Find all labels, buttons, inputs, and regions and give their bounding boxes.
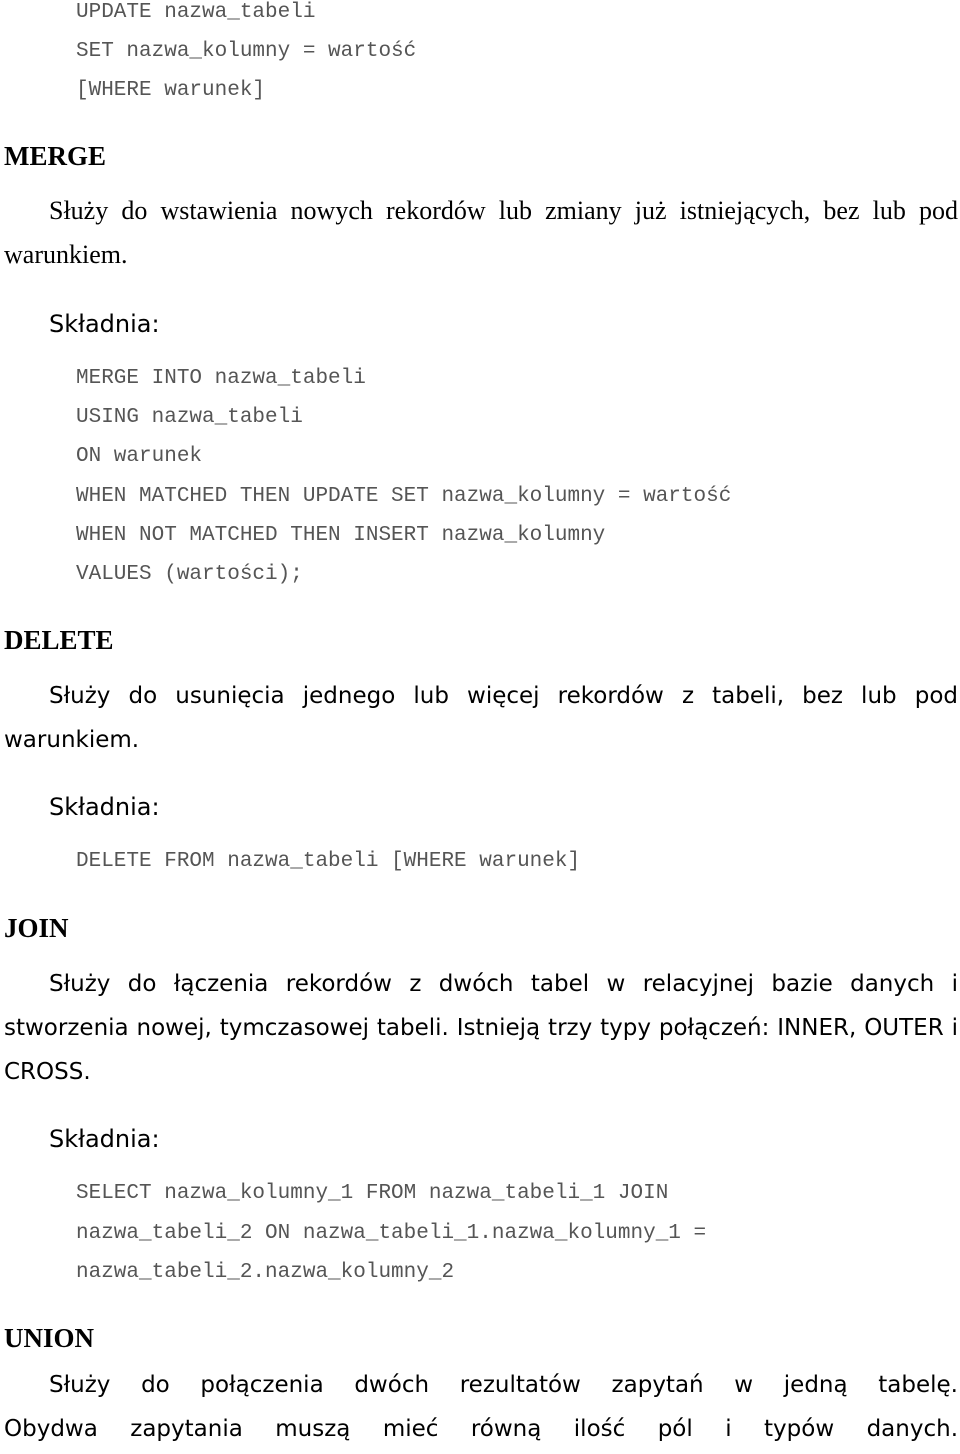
merge-code-line-6: VALUES (wartości); bbox=[76, 563, 303, 586]
union-heading: UNION bbox=[4, 1323, 95, 1353]
merge-heading: MERGE bbox=[4, 141, 107, 171]
update-code-line-3: [WHERE warunek] bbox=[76, 79, 266, 102]
union-description-line-1 bbox=[49, 1372, 958, 1398]
union-description-text-1: Służy do połączenia dwóch rezultatów zapytań w jedną tabelę. bbox=[49, 1372, 958, 1398]
delete-heading: DELETE bbox=[4, 625, 114, 655]
delete-description: Służy do usunięcia jednego lub więcej rekordów z tabeli, bez lub pod warunkiem. bbox=[4, 683, 958, 753]
merge-code-line-4: WHEN MATCHED THEN UPDATE SET nazwa_kolumny = wartość bbox=[76, 485, 732, 508]
merge-code-line-1: MERGE INTO nazwa_tabeli bbox=[76, 367, 366, 390]
union-description-line-2 bbox=[4, 1416, 958, 1442]
merge-code-line-5: WHEN NOT MATCHED THEN INSERT nazwa_kolumny bbox=[76, 524, 606, 547]
update-code-line-1: UPDATE nazwa_tabeli bbox=[76, 1, 316, 24]
join-description: Służy do łączenia rekordów z dwóch tabel w relacyjnej bazie danych i stworzenia nowej, tymczasowej tabeli. Istnieją trzy typy połączeń: INNER, OUTER i CROSS. bbox=[4, 971, 958, 1085]
merge-code-line-2: USING nazwa_tabeli bbox=[76, 406, 303, 429]
join-heading: JOIN bbox=[4, 913, 69, 943]
merge-syntax-label: Składnia: bbox=[49, 310, 160, 338]
join-code-line-3: nazwa_tabeli_2.nazwa_kolumny_2 bbox=[76, 1261, 455, 1284]
merge-description: Służy do wstawienia nowych rekordów lub zmiany już istniejących, bez lub pod warunkiem. bbox=[4, 196, 958, 269]
join-code-line-1: SELECT nazwa_kolumny_1 FROM nazwa_tabeli_1 JOIN bbox=[76, 1182, 669, 1205]
merge-code-line-3: ON warunek bbox=[76, 445, 203, 468]
join-syntax-label: Składnia: bbox=[49, 1125, 160, 1153]
delete-syntax-label: Składnia: bbox=[49, 793, 160, 821]
update-code-line-2: SET nazwa_kolumny = wartość bbox=[76, 40, 417, 63]
join-code-line-2: nazwa_tabeli_2 ON nazwa_tabeli_1.nazwa_kolumny_1 = bbox=[76, 1222, 707, 1245]
delete-code-line-1: DELETE FROM nazwa_tabeli [WHERE warunek] bbox=[76, 850, 581, 873]
union-description-text-2: Obydwa zapytania muszą mieć równą ilość pól i typów danych. bbox=[4, 1416, 958, 1442]
